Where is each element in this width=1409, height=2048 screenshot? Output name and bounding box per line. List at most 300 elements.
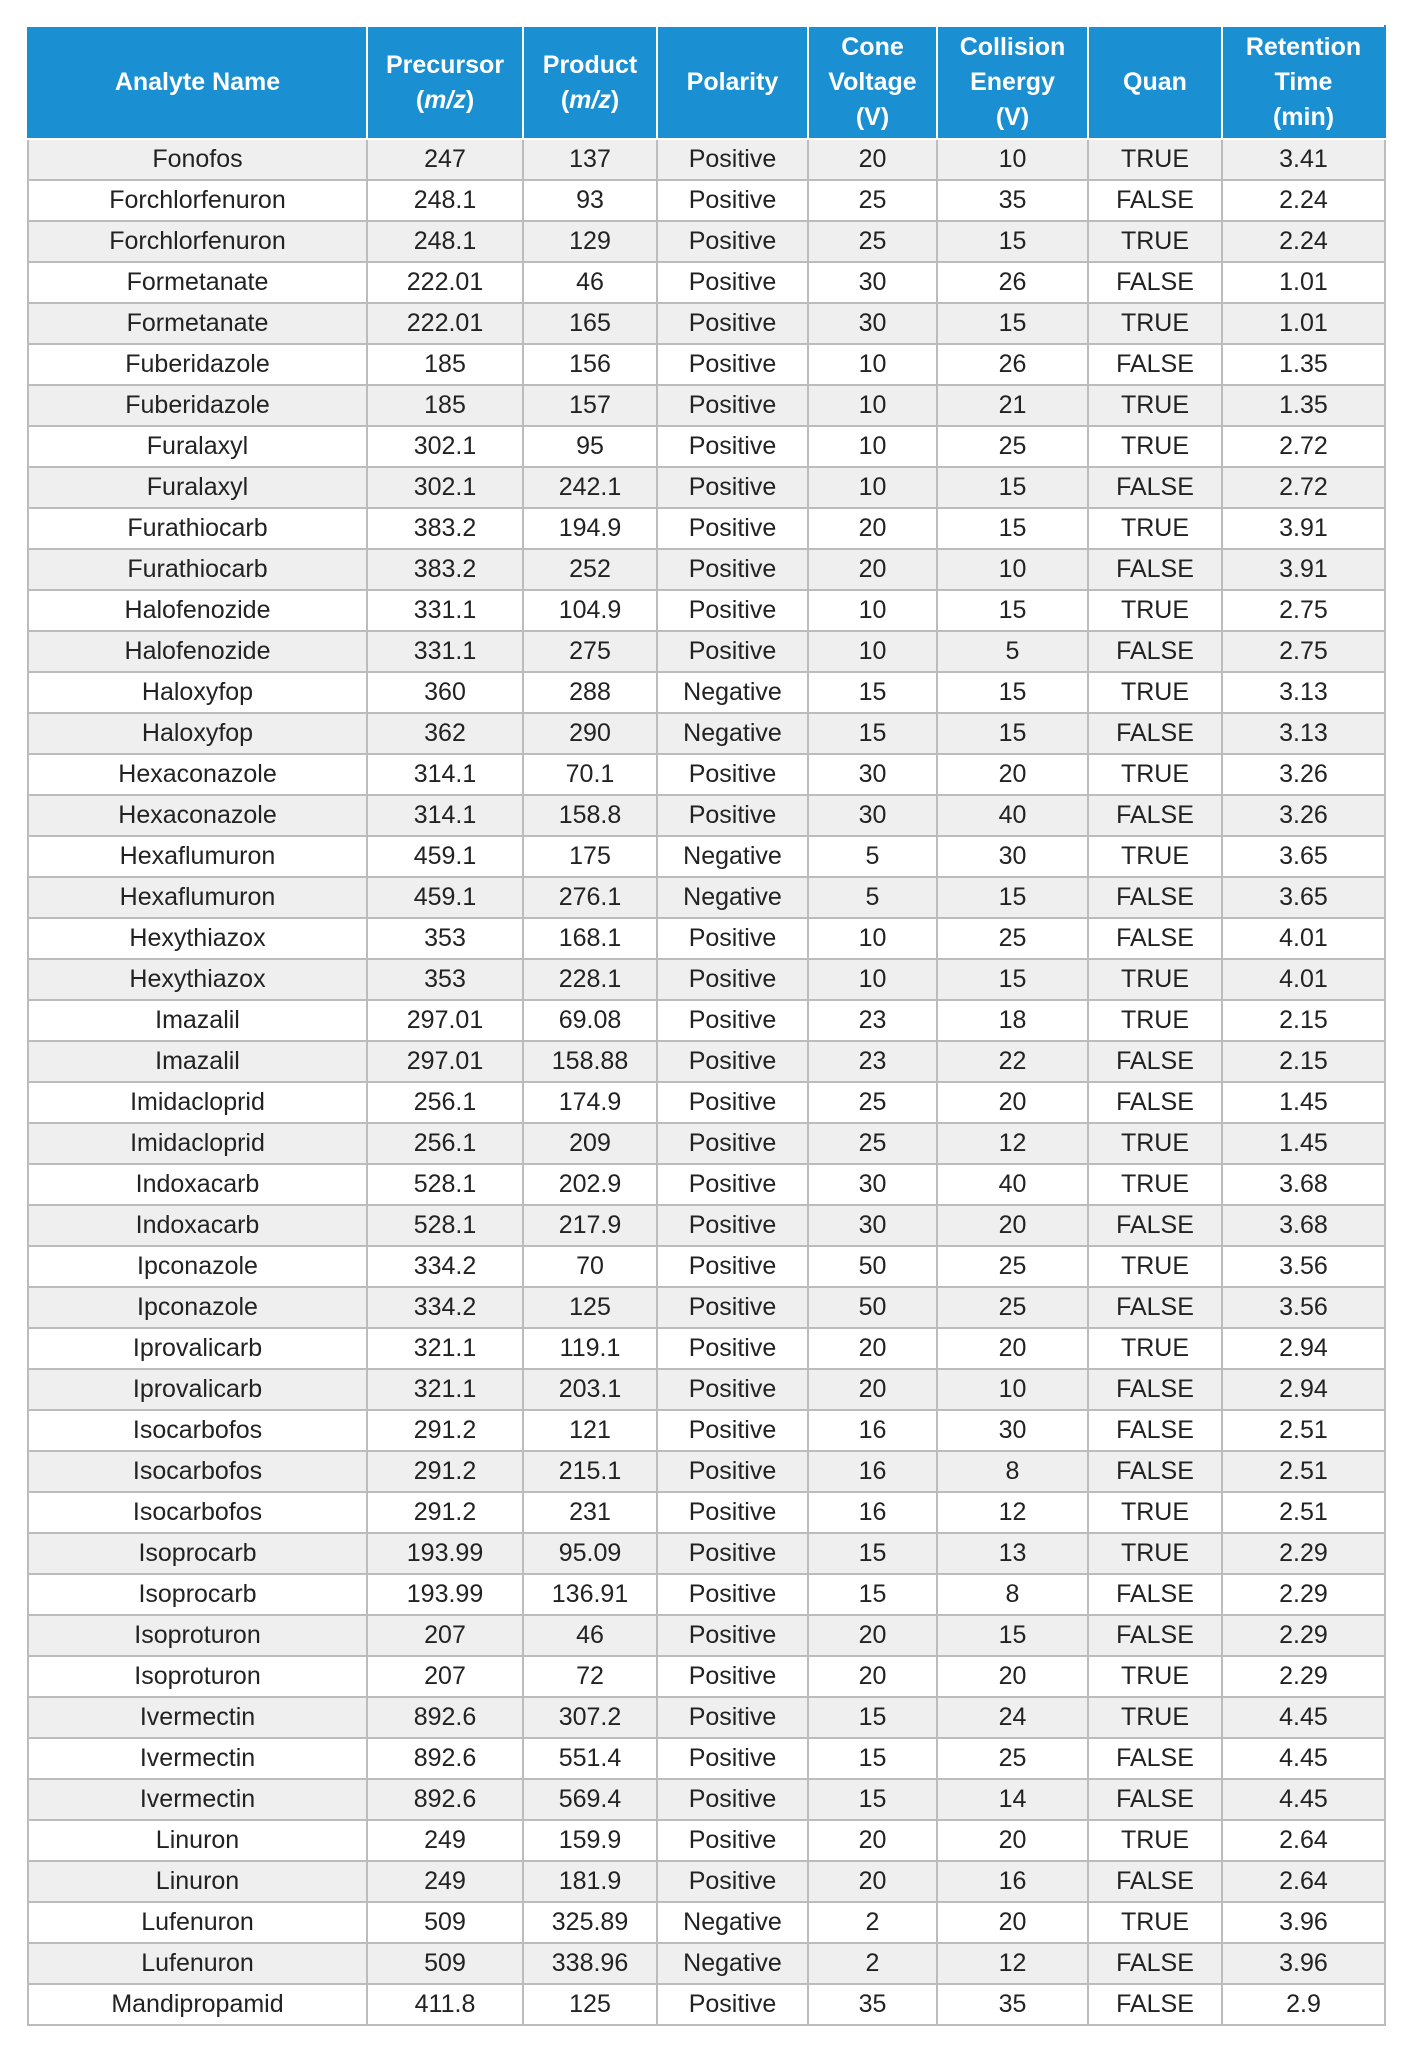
table-row xyxy=(28,1164,1385,1205)
analyte-name-cell: Hexythiazox xyxy=(28,918,367,959)
collision-energy-cell: 10 xyxy=(937,1369,1088,1410)
quan-cell: FALSE xyxy=(1088,549,1222,590)
product-cell: 325.89 xyxy=(523,1902,657,1943)
retention-time-cell: 2.29 xyxy=(1222,1656,1385,1697)
cone-voltage-cell: 20 xyxy=(808,549,937,590)
polarity-cell: Positive xyxy=(657,795,808,836)
product-cell: 275 xyxy=(523,631,657,672)
product-cell: 288 xyxy=(523,672,657,713)
analyte-name-cell: Formetanate xyxy=(28,262,367,303)
polarity-cell: Positive xyxy=(657,385,808,426)
precursor-cell: 222.01 xyxy=(367,303,523,344)
table-row xyxy=(28,959,1385,1000)
precursor-cell: 360 xyxy=(367,672,523,713)
cone-voltage-cell: 30 xyxy=(808,1205,937,1246)
cone-voltage-cell: 30 xyxy=(808,754,937,795)
product-cell: 194.9 xyxy=(523,508,657,549)
quan-cell: TRUE xyxy=(1088,672,1222,713)
collision-energy-cell: 18 xyxy=(937,1000,1088,1041)
polarity-cell: Negative xyxy=(657,713,808,754)
cone-voltage-cell: 25 xyxy=(808,1123,937,1164)
collision-energy-cell: 15 xyxy=(937,221,1088,262)
quan-cell: TRUE xyxy=(1088,1656,1222,1697)
table-row xyxy=(28,1943,1385,1984)
cone-voltage-cell: 2 xyxy=(808,1943,937,1984)
cone-voltage-cell: 30 xyxy=(808,262,937,303)
collision-energy-cell: 25 xyxy=(937,426,1088,467)
analyte-name-cell: Ivermectin xyxy=(28,1779,367,1820)
table-row xyxy=(28,1369,1385,1410)
quan-cell: FALSE xyxy=(1088,1574,1222,1615)
product-cell: 137 xyxy=(523,139,657,180)
analyte-name-cell: Ipconazole xyxy=(28,1287,367,1328)
table-row xyxy=(28,1451,1385,1492)
quan-cell: TRUE xyxy=(1088,1533,1222,1574)
header-text-part: (V) xyxy=(995,103,1030,131)
polarity-cell: Positive xyxy=(657,1205,808,1246)
table-row xyxy=(28,139,1385,180)
precursor-cell: 291.2 xyxy=(367,1451,523,1492)
quan-cell: FALSE xyxy=(1088,1410,1222,1451)
polarity-cell: Positive xyxy=(657,754,808,795)
precursor-cell: 509 xyxy=(367,1943,523,1984)
analyte-name-cell: Iprovalicarb xyxy=(28,1369,367,1410)
quan-cell: FALSE xyxy=(1088,262,1222,303)
header-text-part: Precursor xyxy=(385,50,505,79)
table-row xyxy=(28,426,1385,467)
quan-cell: TRUE xyxy=(1088,221,1222,262)
precursor-cell: 892.6 xyxy=(367,1738,523,1779)
quan-cell: TRUE xyxy=(1088,385,1222,426)
cone-voltage-cell: 5 xyxy=(808,877,937,918)
retention-time-cell: 4.01 xyxy=(1222,918,1385,959)
column-header-cone-voltage xyxy=(808,26,937,139)
polarity-cell: Negative xyxy=(657,1943,808,1984)
header-text-part: Product xyxy=(542,50,638,79)
column-header-analyte-name xyxy=(28,26,367,139)
cone-voltage-cell: 10 xyxy=(808,959,937,1000)
polarity-cell: Positive xyxy=(657,221,808,262)
table-row xyxy=(28,713,1385,754)
precursor-cell: 256.1 xyxy=(367,1082,523,1123)
table-row xyxy=(28,631,1385,672)
table-row xyxy=(28,1902,1385,1943)
polarity-cell: Positive xyxy=(657,1328,808,1369)
collision-energy-cell: 12 xyxy=(937,1123,1088,1164)
polarity-cell: Positive xyxy=(657,549,808,590)
table-row xyxy=(28,590,1385,631)
precursor-cell: 185 xyxy=(367,385,523,426)
analyte-name-cell: Halofenozide xyxy=(28,631,367,672)
quan-cell: FALSE xyxy=(1088,795,1222,836)
collision-energy-cell: 16 xyxy=(937,1861,1088,1902)
data-table-container xyxy=(27,25,1384,2026)
product-cell: 125 xyxy=(523,1287,657,1328)
product-cell: 290 xyxy=(523,713,657,754)
analyte-name-cell: Fuberidazole xyxy=(28,385,367,426)
analyte-name-cell: Furalaxyl xyxy=(28,426,367,467)
precursor-cell: 248.1 xyxy=(367,221,523,262)
retention-time-cell: 3.56 xyxy=(1222,1246,1385,1287)
polarity-cell: Positive xyxy=(657,1656,808,1697)
collision-energy-cell: 20 xyxy=(937,1820,1088,1861)
header-text-part: (min) xyxy=(1272,103,1335,131)
quan-cell: TRUE xyxy=(1088,139,1222,180)
precursor-cell: 248.1 xyxy=(367,180,523,221)
retention-time-cell: 1.45 xyxy=(1222,1082,1385,1123)
precursor-cell: 321.1 xyxy=(367,1328,523,1369)
retention-time-cell: 2.29 xyxy=(1222,1615,1385,1656)
retention-time-cell: 2.94 xyxy=(1222,1369,1385,1410)
product-cell: 276.1 xyxy=(523,877,657,918)
product-cell: 46 xyxy=(523,1615,657,1656)
retention-time-cell: 2.51 xyxy=(1222,1451,1385,1492)
table-row xyxy=(28,1738,1385,1779)
cone-voltage-cell: 10 xyxy=(808,426,937,467)
collision-energy-cell: 15 xyxy=(937,713,1088,754)
column-header-product xyxy=(523,26,657,139)
polarity-cell: Negative xyxy=(657,1902,808,1943)
analyte-name-cell: Isoprocarb xyxy=(28,1533,367,1574)
collision-energy-cell: 15 xyxy=(937,467,1088,508)
product-cell: 168.1 xyxy=(523,918,657,959)
analyte-name-cell: Isocarbofos xyxy=(28,1451,367,1492)
precursor-cell: 383.2 xyxy=(367,508,523,549)
polarity-cell: Positive xyxy=(657,1861,808,1902)
collision-energy-cell: 5 xyxy=(937,631,1088,672)
quan-cell: TRUE xyxy=(1088,754,1222,795)
analyte-name-cell: Imidacloprid xyxy=(28,1082,367,1123)
polarity-cell: Positive xyxy=(657,1984,808,2025)
retention-time-cell: 2.64 xyxy=(1222,1820,1385,1861)
header-text-part: Retention xyxy=(1245,33,1362,61)
collision-energy-cell: 20 xyxy=(937,1656,1088,1697)
precursor-cell: 207 xyxy=(367,1615,523,1656)
precursor-cell: 222.01 xyxy=(367,262,523,303)
retention-time-cell: 3.65 xyxy=(1222,836,1385,877)
analyte-name-cell: Hexaflumuron xyxy=(28,836,367,877)
product-cell: 228.1 xyxy=(523,959,657,1000)
header-text-part: (V) xyxy=(855,103,890,131)
retention-time-cell: 2.29 xyxy=(1222,1533,1385,1574)
header-text-part: ( xyxy=(415,85,425,114)
cone-voltage-cell: 20 xyxy=(808,139,937,180)
retention-time-cell: 2.15 xyxy=(1222,1000,1385,1041)
collision-energy-cell: 15 xyxy=(937,1615,1088,1656)
polarity-cell: Positive xyxy=(657,180,808,221)
retention-time-cell: 3.13 xyxy=(1222,713,1385,754)
product-cell: 551.4 xyxy=(523,1738,657,1779)
analyte-name-cell: Imazalil xyxy=(28,1041,367,1082)
collision-energy-cell: 40 xyxy=(937,795,1088,836)
precursor-cell: 291.2 xyxy=(367,1410,523,1451)
polarity-cell: Positive xyxy=(657,1779,808,1820)
cone-voltage-cell: 5 xyxy=(808,836,937,877)
collision-energy-cell: 15 xyxy=(937,508,1088,549)
analyte-name-cell: Isoproturon xyxy=(28,1656,367,1697)
polarity-cell: Positive xyxy=(657,1082,808,1123)
table-header-row xyxy=(28,26,1385,139)
product-cell: 121 xyxy=(523,1410,657,1451)
product-cell: 125 xyxy=(523,1984,657,2025)
table-row xyxy=(28,1000,1385,1041)
quan-cell: TRUE xyxy=(1088,1164,1222,1205)
product-cell: 215.1 xyxy=(523,1451,657,1492)
product-cell: 136.91 xyxy=(523,1574,657,1615)
collision-energy-cell: 20 xyxy=(937,1205,1088,1246)
column-header-retention-time xyxy=(1222,26,1385,139)
product-cell: 252 xyxy=(523,549,657,590)
header-text-part: m/z xyxy=(569,85,611,114)
cone-voltage-cell: 16 xyxy=(808,1492,937,1533)
precursor-cell: 249 xyxy=(367,1861,523,1902)
analyte-name-cell: Indoxacarb xyxy=(28,1164,367,1205)
quan-cell: FALSE xyxy=(1088,1738,1222,1779)
precursor-cell: 892.6 xyxy=(367,1697,523,1738)
table-row xyxy=(28,1697,1385,1738)
table-row xyxy=(28,467,1385,508)
precursor-cell: 297.01 xyxy=(367,1041,523,1082)
retention-time-cell: 2.72 xyxy=(1222,426,1385,467)
table-row xyxy=(28,795,1385,836)
product-cell: 70.1 xyxy=(523,754,657,795)
analyte-name-cell: Hexaconazole xyxy=(28,795,367,836)
cone-voltage-cell: 25 xyxy=(808,221,937,262)
cone-voltage-cell: 50 xyxy=(808,1287,937,1328)
collision-energy-cell: 26 xyxy=(937,344,1088,385)
polarity-cell: Positive xyxy=(657,1451,808,1492)
product-cell: 159.9 xyxy=(523,1820,657,1861)
retention-time-cell: 3.41 xyxy=(1222,139,1385,180)
analyte-name-cell: Imidacloprid xyxy=(28,1123,367,1164)
cone-voltage-cell: 30 xyxy=(808,303,937,344)
table-row xyxy=(28,1041,1385,1082)
retention-time-cell: 3.56 xyxy=(1222,1287,1385,1328)
collision-energy-cell: 20 xyxy=(937,1082,1088,1123)
header-text-part: ) xyxy=(465,85,475,114)
product-cell: 156 xyxy=(523,344,657,385)
cone-voltage-cell: 23 xyxy=(808,1000,937,1041)
analyte-name-cell: Isocarbofos xyxy=(28,1410,367,1451)
column-header-quan xyxy=(1088,26,1222,139)
retention-time-cell: 2.24 xyxy=(1222,221,1385,262)
quan-cell: TRUE xyxy=(1088,1328,1222,1369)
product-cell: 119.1 xyxy=(523,1328,657,1369)
polarity-cell: Positive xyxy=(657,426,808,467)
cone-voltage-cell: 30 xyxy=(808,1164,937,1205)
polarity-cell: Positive xyxy=(657,1287,808,1328)
polarity-cell: Positive xyxy=(657,1000,808,1041)
retention-time-cell: 3.96 xyxy=(1222,1943,1385,1984)
quan-cell: TRUE xyxy=(1088,1902,1222,1943)
product-cell: 69.08 xyxy=(523,1000,657,1041)
cone-voltage-cell: 10 xyxy=(808,385,937,426)
retention-time-cell: 3.13 xyxy=(1222,672,1385,713)
analyte-name-cell: Indoxacarb xyxy=(28,1205,367,1246)
polarity-cell: Positive xyxy=(657,1492,808,1533)
collision-energy-cell: 20 xyxy=(937,754,1088,795)
table-row xyxy=(28,508,1385,549)
polarity-cell: Positive xyxy=(657,1738,808,1779)
precursor-cell: 353 xyxy=(367,918,523,959)
table-row xyxy=(28,1328,1385,1369)
cone-voltage-cell: 25 xyxy=(808,1082,937,1123)
analyte-name-cell: Lufenuron xyxy=(28,1902,367,1943)
cone-voltage-cell: 25 xyxy=(808,180,937,221)
product-cell: 129 xyxy=(523,221,657,262)
polarity-cell: Positive xyxy=(657,590,808,631)
cone-voltage-cell: 10 xyxy=(808,631,937,672)
collision-energy-cell: 20 xyxy=(937,1902,1088,1943)
collision-energy-cell: 21 xyxy=(937,385,1088,426)
quan-cell: FALSE xyxy=(1088,1287,1222,1328)
product-cell: 46 xyxy=(523,262,657,303)
precursor-cell: 411.8 xyxy=(367,1984,523,2025)
collision-energy-cell: 26 xyxy=(937,262,1088,303)
retention-time-cell: 2.75 xyxy=(1222,590,1385,631)
column-header-precursor xyxy=(367,26,523,139)
collision-energy-cell: 22 xyxy=(937,1041,1088,1082)
analyte-name-cell: Linuron xyxy=(28,1820,367,1861)
retention-time-cell: 2.9 xyxy=(1222,1984,1385,2025)
collision-energy-cell: 30 xyxy=(937,1410,1088,1451)
analyte-name-cell: Haloxyfop xyxy=(28,713,367,754)
product-cell: 338.96 xyxy=(523,1943,657,1984)
polarity-cell: Positive xyxy=(657,139,808,180)
collision-energy-cell: 13 xyxy=(937,1533,1088,1574)
analyte-name-cell: Hexythiazox xyxy=(28,959,367,1000)
cone-voltage-cell: 15 xyxy=(808,1533,937,1574)
polarity-cell: Positive xyxy=(657,1246,808,1287)
table-row xyxy=(28,1123,1385,1164)
precursor-cell: 459.1 xyxy=(367,836,523,877)
product-cell: 165 xyxy=(523,303,657,344)
product-cell: 95 xyxy=(523,426,657,467)
retention-time-cell: 2.75 xyxy=(1222,631,1385,672)
collision-energy-cell: 15 xyxy=(937,959,1088,1000)
precursor-cell: 193.99 xyxy=(367,1533,523,1574)
retention-time-cell: 3.26 xyxy=(1222,795,1385,836)
precursor-cell: 334.2 xyxy=(367,1287,523,1328)
quan-cell: FALSE xyxy=(1088,467,1222,508)
retention-time-cell: 1.01 xyxy=(1222,262,1385,303)
quan-cell: FALSE xyxy=(1088,1615,1222,1656)
collision-energy-cell: 15 xyxy=(937,590,1088,631)
table-row xyxy=(28,1533,1385,1574)
collision-energy-cell: 40 xyxy=(937,1164,1088,1205)
cone-voltage-cell: 20 xyxy=(808,1861,937,1902)
collision-energy-cell: 25 xyxy=(937,1246,1088,1287)
analyte-name-cell: Fonofos xyxy=(28,139,367,180)
table-row xyxy=(28,1656,1385,1697)
analyte-name-cell: Mandipropamid xyxy=(28,1984,367,2025)
header-text-part: m/z xyxy=(424,85,466,114)
precursor-cell: 459.1 xyxy=(367,877,523,918)
precursor-cell: 509 xyxy=(367,1902,523,1943)
quan-cell: FALSE xyxy=(1088,1082,1222,1123)
polarity-cell: Positive xyxy=(657,508,808,549)
table-row xyxy=(28,344,1385,385)
header-text-part: Collision xyxy=(959,33,1066,61)
table-row xyxy=(28,1492,1385,1533)
table-row xyxy=(28,754,1385,795)
retention-time-cell: 2.15 xyxy=(1222,1041,1385,1082)
cone-voltage-cell: 15 xyxy=(808,1779,937,1820)
cone-voltage-cell: 20 xyxy=(808,1820,937,1861)
analyte-name-cell: Linuron xyxy=(28,1861,367,1902)
collision-energy-cell: 10 xyxy=(937,549,1088,590)
retention-time-cell: 1.45 xyxy=(1222,1123,1385,1164)
quan-cell: FALSE xyxy=(1088,1779,1222,1820)
column-header-polarity xyxy=(657,26,808,139)
collision-energy-cell: 30 xyxy=(937,836,1088,877)
analyte-name-cell: Forchlorfenuron xyxy=(28,180,367,221)
product-cell: 217.9 xyxy=(523,1205,657,1246)
table-body xyxy=(28,139,1385,2025)
table-row xyxy=(28,1082,1385,1123)
quan-cell: TRUE xyxy=(1088,1492,1222,1533)
table-row xyxy=(28,672,1385,713)
precursor-cell: 302.1 xyxy=(367,426,523,467)
retention-time-cell: 3.65 xyxy=(1222,877,1385,918)
header-text-part: Analyte Name xyxy=(114,68,281,96)
precursor-cell: 892.6 xyxy=(367,1779,523,1820)
polarity-cell: Negative xyxy=(657,836,808,877)
product-cell: 202.9 xyxy=(523,1164,657,1205)
product-cell: 158.8 xyxy=(523,795,657,836)
table-row xyxy=(28,549,1385,590)
product-cell: 70 xyxy=(523,1246,657,1287)
polarity-cell: Positive xyxy=(657,1369,808,1410)
polarity-cell: Positive xyxy=(657,1410,808,1451)
quan-cell: FALSE xyxy=(1088,918,1222,959)
cone-voltage-cell: 15 xyxy=(808,672,937,713)
collision-energy-cell: 35 xyxy=(937,180,1088,221)
precursor-cell: 314.1 xyxy=(367,795,523,836)
precursor-cell: 321.1 xyxy=(367,1369,523,1410)
precursor-cell: 207 xyxy=(367,1656,523,1697)
quan-cell: TRUE xyxy=(1088,1820,1222,1861)
table-row xyxy=(28,303,1385,344)
retention-time-cell: 3.68 xyxy=(1222,1164,1385,1205)
polarity-cell: Positive xyxy=(657,631,808,672)
precursor-cell: 528.1 xyxy=(367,1164,523,1205)
cone-voltage-cell: 10 xyxy=(808,344,937,385)
polarity-cell: Positive xyxy=(657,1041,808,1082)
header-text-part: Voltage xyxy=(828,68,917,96)
product-cell: 569.4 xyxy=(523,1779,657,1820)
polarity-cell: Positive xyxy=(657,1615,808,1656)
cone-voltage-cell: 15 xyxy=(808,713,937,754)
analyte-name-cell: Halofenozide xyxy=(28,590,367,631)
polarity-cell: Positive xyxy=(657,918,808,959)
polarity-cell: Positive xyxy=(657,1164,808,1205)
precursor-cell: 383.2 xyxy=(367,549,523,590)
column-header-collision-energy xyxy=(937,26,1088,139)
collision-energy-cell: 12 xyxy=(937,1943,1088,1984)
quan-cell: FALSE xyxy=(1088,713,1222,754)
collision-energy-cell: 12 xyxy=(937,1492,1088,1533)
cone-voltage-cell: 23 xyxy=(808,1041,937,1082)
product-cell: 209 xyxy=(523,1123,657,1164)
quan-cell: FALSE xyxy=(1088,631,1222,672)
table-row xyxy=(28,1246,1385,1287)
quan-cell: TRUE xyxy=(1088,508,1222,549)
table-row xyxy=(28,262,1385,303)
collision-energy-cell: 35 xyxy=(937,1984,1088,2025)
collision-energy-cell: 8 xyxy=(937,1451,1088,1492)
product-cell: 158.88 xyxy=(523,1041,657,1082)
